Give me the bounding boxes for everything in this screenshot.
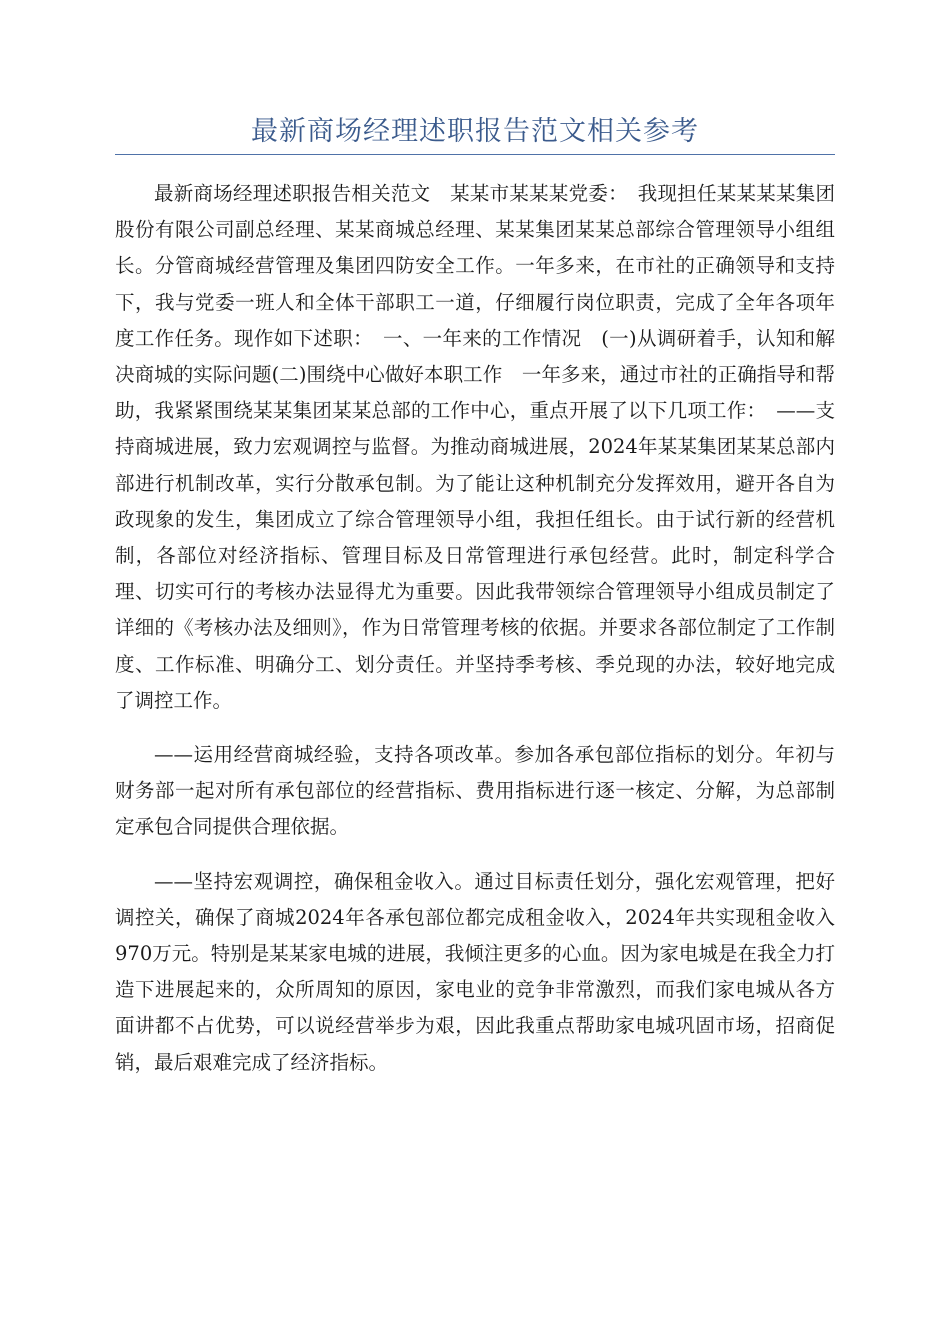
body-paragraph-2: ——运用经营商城经验，支持各项改革。参加各承包部位指标的划分。年初与财务部一起对所有承包部位的经营指标、费用指标进行逐一核定、分解，为总部制定承包合同提供合理依据。 <box>115 743 835 839</box>
document-title: 最新商场经理述职报告范文相关参考 <box>251 116 699 147</box>
title-underline <box>115 154 835 155</box>
document-body <box>115 176 835 1099</box>
body-paragraph-3: ——坚持宏观调控，确保租金收入。通过目标责任划分，强化宏观管理，把好调控关，确保了商城2024年各承包部位都完成租金收入，2024年共实现租金收入970万元。特别是某某家电城的进展，我倾注更多的心血。因为家电城是在我全力打造下进展起来的，众所周知的原因，家电业的竞争非常激烈，而我们家电城从各方面讲都不占优势，可以说经营举步为艰，因此我重点帮助家电城巩固市场，招商促销，最后艰难完成了经济指标。 <box>115 869 835 1074</box>
body-paragraph-1: 最新商场经理述职报告相关范文 某某市某某某党委： 我现担任某某某某集团股份有限公司副总经理、某某商城总经理、某某集团某某总部综合管理领导小组组长。分管商城经营管理及集团四防安全工作。一年多来，在市社的正确领导和支持下，我与党委一班人和全体干部职工一道，仔细履行岗位职责，完成了全年各项年度工作任务。现作如下述职： 一、一年来的工作情况 (一)从调研着手，认知和解决商城的实际问题(二)围绕中心做好本职工作 一年多来，通过市社的正确指导和帮助，我紧紧围绕某某集团某某总部的工作中心，重点开展了以下几项工作： ——支持商城进展，致力宏观调控与监督。为推动商城进展，2024年某某集团某某总部内部进行机制改革，实行分散承包制。为了能让这种机制充分发挥效用，避开各自为政现象的发生，集团成立了综合管理领导小组，我担任组长。由于试行新的经营机制，各部位对经济指标、管理目标及日常管理进行承包经营。此时，制定科学合理、切实可行的考核办法显得尤为重要。因此我带领综合管理领导小组成员制定了详细的《考核办法及细则》，作为日常管理考核的依据。并要求各部位制定了工作制度、工作标准、明确分工、划分责任。并坚持季考核、季兑现的办法，较好地完成了调控工作。 <box>115 182 835 712</box>
